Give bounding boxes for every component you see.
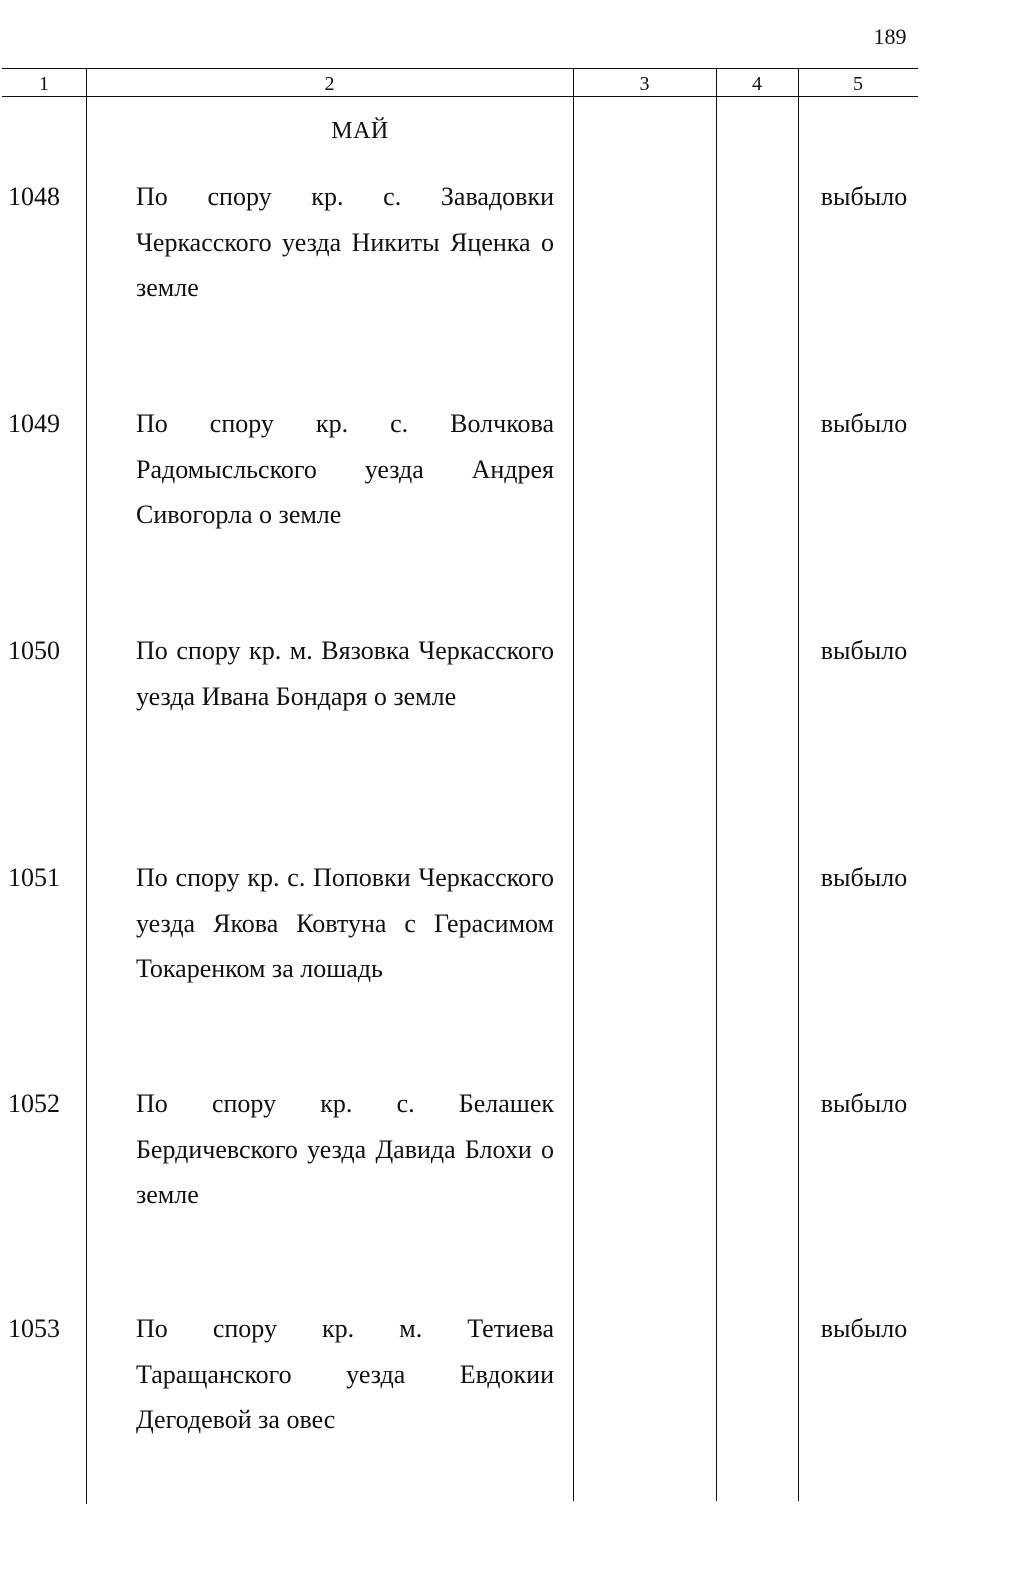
entry-number: 1050 [8,636,60,665]
entry-status: выбыло [820,1089,908,1118]
column-header-1: 1 [39,73,49,95]
column-divider-3 [716,68,717,1501]
entry-status: выбыло [820,409,908,438]
entry-description: По спору кр. м. Вязовка Черкасского уезда Ивана Бондаря о земле [136,636,554,711]
table-top-rule [2,68,918,69]
column-header-3: 3 [639,73,650,95]
column-divider-2 [573,68,574,1501]
entry-description: По спору кр. м. Тетиева Таращанского уезда Евдокии Дегодевой за овес [136,1314,554,1434]
column-header-2: 2 [324,73,335,95]
column-divider-4 [798,68,799,1501]
column-header-4: 4 [752,73,762,95]
entry-number: 1053 [8,1314,60,1343]
page-number: 189 [873,24,907,49]
column-divider-1 [86,68,87,1504]
entry-description: По спору кр. с. Поповки Черкасского уезда Якова Ковтуна с Герасимом Токаренком за лошадь [136,863,554,983]
entry-number: 1049 [8,409,60,438]
entry-number: 1052 [8,1089,60,1118]
entry-status: выбыло [820,1314,908,1343]
entry-description: По спору кр. с. Волчкова Радомысльского уезда Андрея Сивогорла о земле [136,409,554,529]
entry-description: По спору кр. с. Завадовки Черкасского уезда Никиты Яценка о земле [136,182,554,302]
column-header-5: 5 [853,73,863,95]
section-title: МАЙ [331,118,389,144]
header-bottom-rule [2,96,918,97]
entry-status: выбыло [820,863,908,892]
entry-number: 1051 [8,863,60,892]
entry-number: 1048 [8,182,60,211]
entry-description: По спору кр. с. Белашек Бердичевского уезда Давида Блохи о земле [136,1089,554,1209]
entry-status: выбыло [820,182,908,211]
entry-status: выбыло [820,636,908,665]
